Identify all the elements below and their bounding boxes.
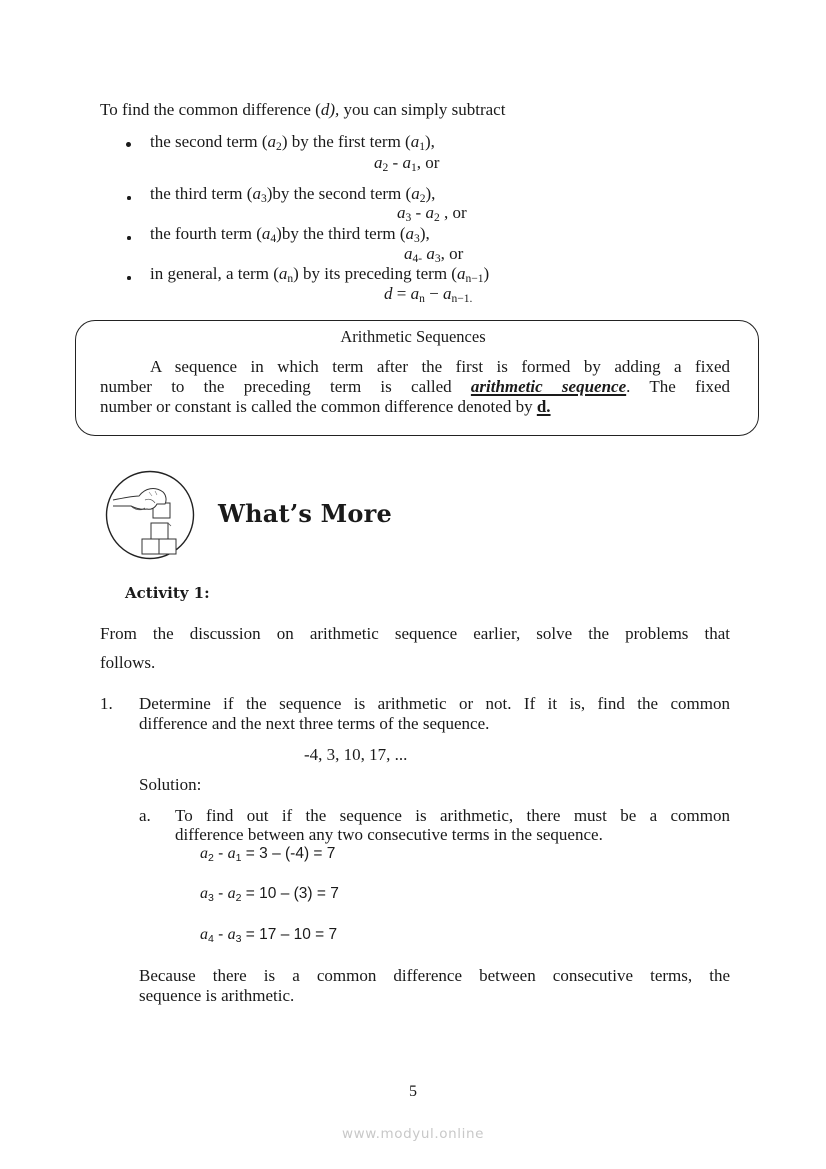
bullet-item-2 xyxy=(150,184,435,204)
bullet-text: in general, a term ( xyxy=(150,264,279,283)
term-sub: 1 xyxy=(419,140,425,154)
equation-var: a xyxy=(200,845,208,862)
equation-var: a xyxy=(200,885,208,902)
definition-text: number or constant is called the common difference denoted by xyxy=(100,397,537,416)
formula-sub: 1 xyxy=(410,161,417,175)
formula-tail: , or xyxy=(439,203,467,222)
term-var: a xyxy=(456,264,466,283)
formula-tail: , or xyxy=(440,244,464,263)
intro-text-after: you can simply subtract xyxy=(339,100,506,119)
term-sub: 3 xyxy=(260,192,267,206)
equation-var: a xyxy=(227,845,236,862)
bullet-text: the second term ( xyxy=(150,132,268,151)
solution-label: Solution: xyxy=(139,775,202,794)
bullet-text: the fourth term ( xyxy=(150,224,262,243)
bullet-formula-2 xyxy=(397,203,467,223)
bullet-icon xyxy=(127,196,131,200)
definition-text: . The fixed xyxy=(626,377,730,396)
equation-1 xyxy=(200,845,335,863)
formula-var: a xyxy=(374,153,383,172)
equation-rhs: = 17 – 10 = 7 xyxy=(241,926,338,943)
equation-minus: - xyxy=(213,845,228,862)
activity-label: Activity 1: xyxy=(125,584,210,602)
formula-eq: = xyxy=(392,284,411,303)
bullet-text: ), xyxy=(425,184,436,203)
bullet-formula-1 xyxy=(374,153,439,173)
step-a-label: a. xyxy=(139,806,151,825)
formula-sub: 2 xyxy=(433,211,440,225)
formula-var-d: d xyxy=(384,284,393,303)
formula-op: - xyxy=(411,203,426,222)
bullet-text: )by the third term ( xyxy=(276,224,406,243)
equation-2 xyxy=(200,885,339,903)
term-var: a xyxy=(411,184,420,203)
definition-symbol-d: d. xyxy=(536,397,551,416)
formula-sub: 3 xyxy=(405,211,412,225)
definition-text: A sequence in which term after the first is formed by adding a fixed xyxy=(150,357,730,376)
step-a-text: To find out if the sequence is arithmetic, there must be a common xyxy=(175,806,730,825)
definition-title: Arithmetic Sequences xyxy=(340,327,486,346)
bullet-text: ) by its preceding term ( xyxy=(293,264,457,283)
formula-sub: 4- xyxy=(412,252,423,266)
equation-sub: 3 xyxy=(235,932,242,945)
equation-minus: - xyxy=(213,926,228,943)
definition-text: number to the preceding term is called xyxy=(100,377,471,396)
page-number: 5 xyxy=(409,1083,417,1100)
term-var: a xyxy=(267,132,277,151)
bullet-formula-3 xyxy=(404,244,463,264)
definition-line-3 xyxy=(100,397,551,417)
term-sub: 2 xyxy=(419,192,426,206)
watermark: www.modyul.online xyxy=(341,1126,485,1142)
definition-line-2 xyxy=(100,377,730,397)
conclusion-text: Because there is a common difference between consecutive terms, the xyxy=(139,966,730,985)
formula-var: a xyxy=(425,203,434,222)
hand-stacking-blocks-icon xyxy=(105,470,195,560)
bullet-text: the third term ( xyxy=(150,184,253,203)
activity-intro-line-1 xyxy=(100,624,730,644)
equation-3 xyxy=(200,926,337,944)
term-var: a xyxy=(261,224,271,243)
formula-op: − xyxy=(424,284,443,303)
intro-text xyxy=(100,100,505,120)
term-sub: 4 xyxy=(270,232,277,246)
term-var: a xyxy=(405,224,415,243)
term-sub: n−1 xyxy=(465,272,484,286)
equation-minus: - xyxy=(213,885,228,902)
problem-line-2: difference and the next three terms of the sequence. xyxy=(139,714,490,733)
term-var: a xyxy=(278,264,288,283)
equation-sub: 1 xyxy=(235,851,242,864)
hand-stacking-blocks-icon xyxy=(105,470,195,560)
formula-tail: , or xyxy=(416,153,440,172)
formula-sub: n xyxy=(419,292,425,306)
bullet-icon xyxy=(127,276,131,280)
equation-var: a xyxy=(227,926,236,943)
problem-number: 1. xyxy=(100,694,113,713)
problem-sequence: -4, 3, 10, 17, ... xyxy=(304,745,408,764)
bullet-text: ) by the first term ( xyxy=(281,132,411,151)
section-title: What’s More xyxy=(218,499,392,528)
problem-text: Determine if the sequence is arithmetic or not. If it is, find the common xyxy=(139,694,730,713)
bullet-text: )by the second term ( xyxy=(266,184,412,203)
formula-sub: 2 xyxy=(382,161,389,175)
conclusion-line-1 xyxy=(139,966,730,986)
formula-var: a xyxy=(404,244,413,263)
term-var: a xyxy=(252,184,261,203)
equation-sub: 2 xyxy=(235,891,242,904)
formula-var: a xyxy=(410,284,420,303)
bullet-icon xyxy=(126,142,131,147)
activity-intro-text: From the discussion on arithmetic sequence earlier, solve the problems that xyxy=(100,624,730,643)
step-a-line-1 xyxy=(175,806,730,826)
equation-var: a xyxy=(200,926,208,943)
term-sub: 3 xyxy=(414,232,420,246)
bullet-text: ) xyxy=(483,264,490,283)
equation-rhs: = 10 – (3) = 7 xyxy=(241,885,339,902)
equation-sub: 2 xyxy=(208,851,214,864)
formula-var: a xyxy=(442,284,452,303)
equation-sub: 3 xyxy=(208,891,214,904)
bullet-item-1 xyxy=(150,132,435,152)
bullet-text: ), xyxy=(425,132,435,151)
term-var: a xyxy=(410,132,420,151)
formula-var: a xyxy=(402,153,411,172)
term-sub: 2 xyxy=(276,140,282,154)
equation-sub: 4 xyxy=(208,932,214,945)
step-a-line-2: difference between any two consecutive terms in the sequence. xyxy=(175,825,603,844)
definition-term: arithmetic sequence xyxy=(470,377,627,396)
equation-var: a xyxy=(227,885,236,902)
formula-sub: 3 xyxy=(434,252,441,266)
formula-op: - xyxy=(388,153,403,172)
formula-var: a xyxy=(426,244,435,263)
bullet-formula-4 xyxy=(384,284,472,304)
intro-text-before: To find the common difference ( xyxy=(100,100,321,119)
activity-intro-line-2: follows. xyxy=(100,653,156,672)
problem-line-1 xyxy=(139,694,730,714)
definition-line-1 xyxy=(150,357,730,377)
bullet-item-4 xyxy=(150,264,489,284)
term-sub: n xyxy=(287,272,294,286)
intro-var-d: d), xyxy=(320,100,340,119)
bullet-item-3 xyxy=(150,224,430,244)
equation-rhs: = 3 – (-4) = 7 xyxy=(241,845,336,862)
formula-var: a xyxy=(397,203,406,222)
formula-sub: n−1. xyxy=(451,292,473,306)
bullet-icon xyxy=(127,236,131,240)
conclusion-line-2: sequence is arithmetic. xyxy=(139,986,295,1005)
bullet-text: ), xyxy=(419,224,430,243)
